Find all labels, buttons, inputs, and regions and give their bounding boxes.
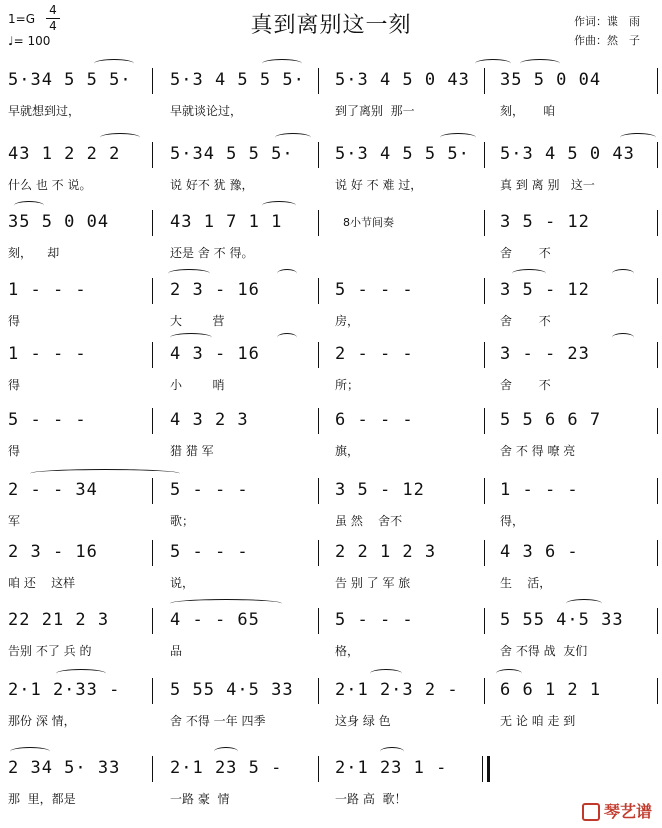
measure-notes: 2 3 - 16: [170, 280, 260, 300]
measure-lyrics: 到了离别 那一: [335, 104, 415, 118]
barline: [657, 608, 658, 634]
measure-notes: 5 - - -: [170, 480, 249, 500]
slur-mark: [496, 669, 522, 678]
composer: 作曲：然 子: [574, 34, 640, 47]
measure-lyrics: 歌；: [170, 514, 195, 528]
measure-lyrics: 虽 然 舍不: [335, 514, 403, 528]
measure-lyrics: 真 到 离 别 这一: [500, 178, 595, 192]
measure-notes: 5·3 4 5 0 43: [335, 70, 470, 90]
barline: [152, 540, 153, 566]
measure-notes: 4 3 6 -: [500, 542, 579, 562]
measure-notes: 5·3 4 5 5 5·: [170, 70, 305, 90]
measure-lyrics: 格，: [335, 644, 360, 658]
measure-notes: 1 - - -: [8, 344, 87, 364]
barline: [318, 342, 319, 368]
measure-lyrics: 什么 也 不 说。: [8, 178, 92, 192]
measure-notes: 2 3 - 16: [8, 542, 98, 562]
barline: [318, 540, 319, 566]
measure-lyrics: 一路 高 歌！: [335, 792, 407, 806]
barline: [318, 142, 319, 168]
measure-lyrics: 得: [8, 444, 21, 458]
measure-notes: 5 55 4·5 33: [500, 610, 624, 630]
barline: [318, 408, 319, 434]
score-row: [0, 68, 662, 138]
measure-notes: 1 - - -: [500, 480, 579, 500]
measure-notes: 22 21 2 3: [8, 610, 110, 630]
measure-notes: 35 5 0 04: [500, 70, 602, 90]
measure-notes: 43 1 2 2 2: [8, 144, 121, 164]
slur-mark: [170, 599, 282, 608]
measure-lyrics: 刻， 却: [8, 246, 60, 260]
slur-mark: [612, 269, 634, 278]
measure-notes: 5·3 4 5 0 43: [500, 144, 635, 164]
barline: [484, 68, 485, 94]
slur-mark: [566, 599, 602, 608]
slur-mark: [10, 747, 50, 756]
measure-notes: 5 5 6 6 7: [500, 410, 602, 430]
measure-lyrics: 舍 不 得 嘹 亮: [500, 444, 576, 458]
measure-notes: 3 5 - 12: [500, 212, 590, 232]
measure-lyrics: 得: [8, 314, 21, 328]
score-row: [0, 478, 662, 548]
slur-mark: [380, 747, 404, 756]
slur-mark: [440, 133, 476, 142]
barline: [657, 342, 658, 368]
score-row: [0, 142, 662, 212]
slur-mark: [14, 201, 44, 210]
slur-mark: [30, 469, 180, 478]
measure-lyrics: 咱 还 这样: [8, 576, 76, 590]
measure-notes: 2·1 2·33 -: [8, 680, 121, 700]
slur-mark: [262, 59, 302, 68]
barline: [318, 478, 319, 504]
barline: [318, 756, 319, 782]
lyricist: 作词：谍 雨: [574, 15, 640, 28]
barline: [657, 540, 658, 566]
measure-lyrics: 那份 深 情，: [8, 714, 76, 728]
measure-notes: 5 - - -: [170, 542, 249, 562]
score-row: [0, 756, 662, 826]
measure-lyrics: 小 哨: [170, 378, 225, 392]
score-row: [0, 608, 662, 678]
measure-lyrics: 一路 豪 情: [170, 792, 230, 806]
measure-lyrics: 旗，: [335, 444, 360, 458]
measure-notes: 2·1 23 1 -: [335, 758, 448, 778]
measure-lyrics: 说，: [170, 576, 195, 590]
measure-lyrics: 这身 绿 色: [335, 714, 391, 728]
score-row: [0, 210, 662, 280]
time-signature-bottom: 4: [49, 19, 57, 33]
measure-notes: 5 55 4·5 33: [170, 680, 294, 700]
measure-notes: 35 5 0 04: [8, 212, 110, 232]
slur-mark: [520, 59, 560, 68]
barline: [318, 210, 319, 236]
time-signature-top: 4: [49, 3, 57, 17]
measure-notes: 1 - - -: [8, 280, 87, 300]
measure-lyrics: 大 营: [170, 314, 225, 328]
slur-mark: [277, 333, 297, 342]
barline: [152, 68, 153, 94]
score-row: [0, 408, 662, 478]
barline: [318, 608, 319, 634]
barline: [152, 210, 153, 236]
barline: [484, 342, 485, 368]
measure-lyrics: 早就想到过，: [8, 104, 81, 118]
score-row: [0, 342, 662, 412]
measure-lyrics: 舍 不: [500, 246, 551, 260]
measure-notes: 2 - - -: [335, 344, 414, 364]
slur-mark: [277, 269, 297, 278]
slur-mark: [512, 269, 546, 278]
slur-mark: [170, 333, 212, 342]
barline: [657, 278, 658, 304]
score-row: [0, 540, 662, 610]
measure-lyrics: 说 好不 犹 豫，: [170, 178, 254, 192]
barline: [657, 478, 658, 504]
barline: [152, 608, 153, 634]
slur-mark: [275, 133, 311, 142]
measure-notes: 4 3 - 16: [170, 344, 260, 364]
barline: [657, 142, 658, 168]
measure-lyrics: 所；: [335, 378, 360, 392]
measure-lyrics: 告别 不了 兵 的: [8, 644, 92, 658]
barline: [484, 278, 485, 304]
measure-lyrics: 猎 猎 军: [170, 444, 214, 458]
barline: [484, 678, 485, 704]
measure-lyrics: 舍 不得 战 友们: [500, 644, 588, 658]
measure-lyrics: 那 里，都是: [8, 792, 76, 806]
barline: [152, 142, 153, 168]
measure-lyrics: 得: [8, 378, 21, 392]
measure-lyrics: 刻， 咱: [500, 104, 556, 118]
barline: [152, 678, 153, 704]
measure-notes: 2 34 5· 33: [8, 758, 121, 778]
slur-mark: [214, 747, 238, 756]
slur-mark: [168, 269, 210, 278]
measure-lyrics: 军: [8, 514, 21, 528]
measure-notes: 2·1 2·3 2 -: [335, 680, 459, 700]
slur-mark: [262, 201, 296, 210]
watermark-text: 琴艺谱: [603, 802, 652, 821]
measure-notes: 5 - - -: [335, 280, 414, 300]
watermark-icon: [582, 803, 600, 821]
barline: [484, 478, 485, 504]
score-row: [0, 678, 662, 748]
measure-notes: 5·3 4 5 5 5·: [335, 144, 470, 164]
measure-lyrics: 早就谈论过，: [170, 104, 243, 118]
measure-notes: 5 - - -: [8, 410, 87, 430]
measure-notes: 4 - - 65: [170, 610, 260, 630]
barline: [318, 68, 319, 94]
watermark-logo: [582, 799, 652, 822]
measure-lyrics: 舍 不: [500, 314, 551, 328]
slur-mark: [620, 133, 656, 142]
barline: [657, 210, 658, 236]
score-row: [0, 278, 662, 348]
measure-lyrics: 舍 不得 一年 四季: [170, 714, 266, 728]
tempo-mark: ♩= 100: [8, 34, 51, 48]
barline: [657, 678, 658, 704]
measure-lyrics: 生 活，: [500, 576, 552, 590]
slur-mark: [370, 669, 402, 678]
measure-notes: 2 2 1 2 3: [335, 542, 437, 562]
measure-lyrics: 告 别 了 军 旅: [335, 576, 411, 590]
measure-notes: 5·34 5 5 5·: [170, 144, 294, 164]
barline: [484, 408, 485, 434]
barline: [484, 540, 485, 566]
measure-notes: 6 - - -: [335, 410, 414, 430]
measure-notes: 2 - - 34: [8, 480, 98, 500]
measure-lyrics: 房，: [335, 314, 360, 328]
slur-mark: [94, 59, 134, 68]
barline: [152, 408, 153, 434]
barline: [152, 342, 153, 368]
barline: [152, 478, 153, 504]
measure-lyrics: 还是 舍 不 得。: [170, 246, 254, 260]
measure-lyrics: 品: [170, 644, 183, 658]
final-barline: [482, 756, 490, 782]
barline: [484, 142, 485, 168]
measure-lyrics: 无 论 咱 走 到: [500, 714, 576, 728]
measure-lyrics: 得，: [500, 514, 525, 528]
barline: [484, 608, 485, 634]
measure-notes: 5 - - -: [335, 610, 414, 630]
barline: [657, 68, 658, 94]
barline: [152, 756, 153, 782]
measure-lyrics: 舍 不: [500, 378, 551, 392]
slur-mark: [612, 333, 634, 342]
credits: [574, 12, 640, 50]
key-signature: 1=G: [8, 12, 35, 26]
barline: [152, 278, 153, 304]
slur-mark: [475, 59, 511, 68]
slur-mark: [100, 133, 140, 142]
song-title: 真到离别这一刻: [250, 13, 412, 38]
measure-notes: 6 6 1 2 1: [500, 680, 602, 700]
measure-notes: 2·1 23 5 -: [170, 758, 283, 778]
measure-notes: 3 - - 23: [500, 344, 590, 364]
barline: [318, 278, 319, 304]
measure-notes: 4 3 2 3: [170, 410, 249, 430]
measure-notes: 3 5 - 12: [500, 280, 590, 300]
slur-mark: [56, 669, 106, 678]
barline: [318, 678, 319, 704]
interlude-label: 8小节间奏: [343, 216, 394, 229]
measure-notes: 5·34 5 5 5·: [8, 70, 132, 90]
barline: [484, 210, 485, 236]
measure-notes: 3 5 - 12: [335, 480, 425, 500]
barline: [657, 408, 658, 434]
measure-notes: 43 1 7 1 1: [170, 212, 283, 232]
measure-lyrics: 说 好 不 难 过，: [335, 178, 423, 192]
